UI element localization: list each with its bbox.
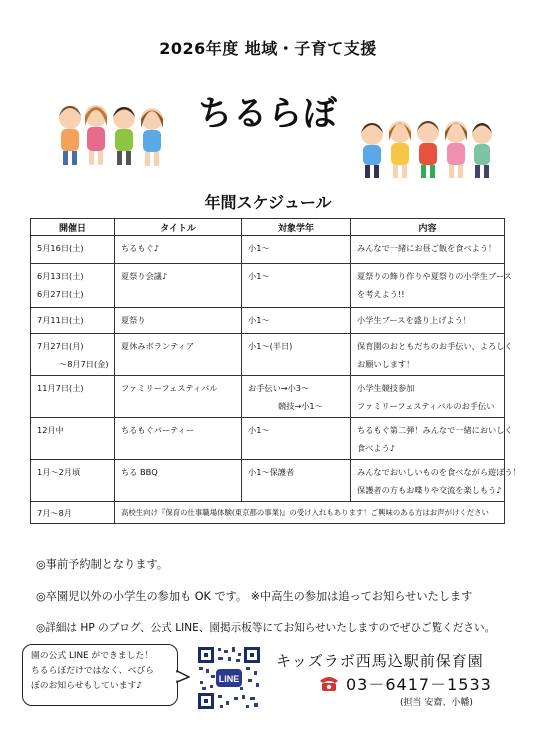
column-header-date: 開催日 <box>31 219 115 236</box>
table-header-row <box>31 219 505 236</box>
cell-grade: 小1～ <box>242 308 351 334</box>
cell-grade: 小1～ <box>242 264 351 308</box>
cell-grade: 小1～(半日) <box>242 334 351 376</box>
cell-date: 12月中 <box>31 418 115 460</box>
cell-content: ちるもぐ第二弾！みんなで一緒においしく 食べよう♪ <box>351 418 505 460</box>
table-row <box>31 264 505 308</box>
cell-grade: お手伝い→小3～ 競技→小1～ <box>242 376 351 418</box>
phone-number[interactable]: 03－6417－1533 <box>346 675 492 694</box>
line-announcement-bubble: 園の公式 LINE ができました！ ちるらぼだけではなく、べびら ぼのお知らせもしています♪ <box>22 644 178 706</box>
table-row <box>31 308 505 334</box>
cell-content: みんなでおいしいものを食べながら遊ぼう！ 保護者の方もお喋りや交流を楽しもう♪ <box>351 460 505 502</box>
cell-title: ちる BBQ <box>115 460 242 502</box>
cell-grade: 小1～ <box>242 236 351 264</box>
cell-date: 7月11日(土) <box>31 308 115 334</box>
schedule-table <box>30 218 521 524</box>
contact-persons: (担当 安齋、小幡) <box>400 698 473 708</box>
cell-date: 5月16日(土) <box>31 236 115 264</box>
cell-content: 夏祭りの飾り作りや夏祭りの小学生ブース を考えよう!! <box>351 264 505 308</box>
schedule-heading: 年間スケジュール <box>204 193 332 212</box>
table-row <box>31 376 505 418</box>
children-illustration-left <box>52 98 176 172</box>
cell-date: 7月～8月 <box>31 502 115 524</box>
line-qr-code[interactable] <box>196 645 262 711</box>
cell-grade: 小1～保護者 <box>242 460 351 502</box>
cell-date: 7月27日(月) ～8月7日(金) <box>31 334 115 376</box>
table-row <box>31 502 505 524</box>
bubble-tail <box>176 670 190 684</box>
column-header-content: 内容 <box>351 219 505 236</box>
cell-title: 夏休みボランティア <box>115 334 242 376</box>
cell-title: ちるもぐパーティー <box>115 418 242 460</box>
cell-grade: 小1～ <box>242 418 351 460</box>
table-row <box>31 236 505 264</box>
column-header-title: タイトル <box>115 219 242 236</box>
cell-date: 6月13日(土) 6月27日(土) <box>31 264 115 308</box>
school-name: キッズラボ西馬込駅前保育園 <box>276 652 484 670</box>
cell-content: 小学生ブースを盛り上げよう！ <box>351 308 505 334</box>
cell-date: 1月～2月頃 <box>31 460 115 502</box>
children-illustration-right <box>354 112 494 184</box>
note-reservation: ◎事前予約制となります。 <box>36 558 168 571</box>
cell-title: ファミリーフェスティバル <box>115 376 242 418</box>
cell-content: 小学生競技参加 ファミリーフェスティバルのお手伝い <box>351 376 505 418</box>
column-header-grade: 対象学年 <box>242 219 351 236</box>
cell-title: 夏祭り <box>115 308 242 334</box>
table-row <box>31 334 505 376</box>
cell-date: 11月7日(土) <box>31 376 115 418</box>
cell-content: 保育園のおともだちのお手伝い、よろしく お願いします！ <box>351 334 505 376</box>
note-details: ◎詳細は HP のブログ、公式 LINE、園掲示板等にてお知らせいたしますのでぜひご覧ください。 <box>36 622 496 634</box>
phone-icon <box>318 674 340 692</box>
note-eligibility: ◎卒園児以外の小学生の参加も OK です。 ※中高生の参加は追ってお知らせいたします <box>36 590 473 603</box>
cell-content: みんなで一緒にお昼ご飯を食べよう！ <box>351 236 505 264</box>
cell-title: ちるもぐ♪ <box>115 236 242 264</box>
page-title: 2026年度 地域・子育て支援 <box>159 39 377 58</box>
cell-title: 夏祭り会議♪ <box>115 264 242 308</box>
program-logo-title: ちるらぼ <box>198 94 338 134</box>
table-row <box>31 460 505 502</box>
table-row <box>31 418 505 460</box>
qr-line-label: LINE <box>218 674 240 684</box>
cell-merged-content: 高校生向け『保育の仕事職場体験(東京都の事業)』の受け入れもあります！ご興味のある方はお声がけください <box>115 502 505 524</box>
